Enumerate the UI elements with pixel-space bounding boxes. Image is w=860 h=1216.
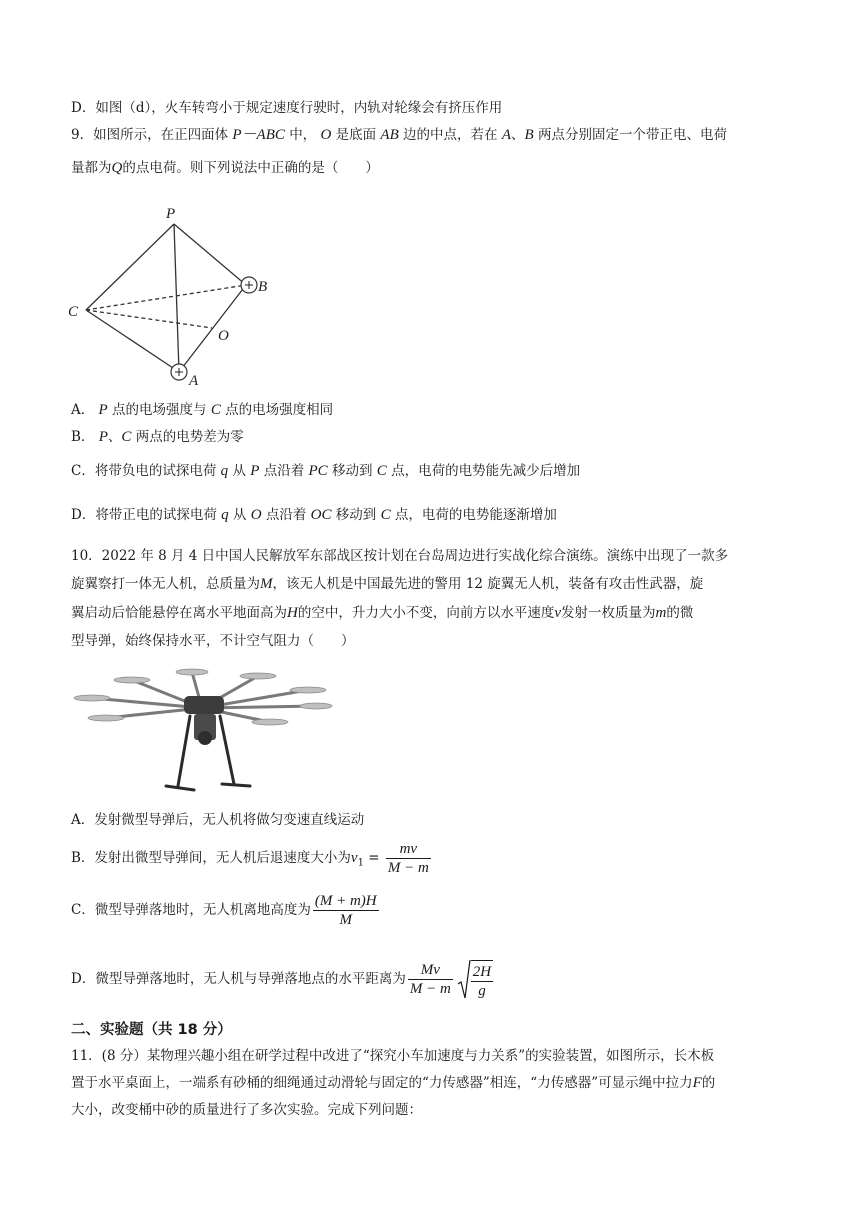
var: O [250, 507, 262, 523]
q8-option-d [71, 98, 502, 118]
tetrahedron-figure [62, 200, 282, 390]
q10-stem-text: ，该无人机是中国最先进的警用 12 旋翼无人机，装备有攻击性武器，旋 [272, 576, 704, 592]
q11-text: 11．(8 分）某物理兴趣小组在研学过程中改进了“探究小车加速度与力关系”的实验装置，如图所示，长木板 [71, 1048, 715, 1064]
charge-a [171, 364, 187, 380]
fraction-numerator: 2H [472, 964, 492, 980]
section-heading-text: 二、实验题（共 18 分） [71, 1022, 232, 1038]
subscript: 1 [357, 857, 364, 869]
q9-stem-text: 是底面 [335, 127, 377, 143]
section-heading [71, 1020, 232, 1040]
q10-stem-text: 的空中，升力大小不变，向前方以水平速度 [297, 605, 555, 621]
radical-sign-icon [457, 958, 471, 1002]
drone-image [70, 660, 335, 800]
q11-text: 置于水平桌面上，一端系有砂桶的细绳通过动滑轮与固定的“力传感器”相连，“力传感器”可显示绳中拉力 [71, 1075, 693, 1091]
var-f: F [692, 1075, 702, 1091]
q9-stem-text: 边的中点，若在 [403, 127, 498, 143]
option-prefix: B． [71, 429, 95, 445]
var-v: v [554, 605, 562, 621]
q8-option-d-text: D．如图（d），火车转弯小于规定速度行驶时，内轨对轮缘会有挤压作用 [71, 100, 503, 116]
var: C [210, 402, 221, 418]
square-root [457, 956, 495, 1004]
q9-stem-text: 两点分别固定一个带正电、电荷 [537, 127, 727, 143]
var: P [98, 429, 108, 445]
option-text: C．微型导弹落地时，无人机离地高度为 [71, 902, 311, 918]
fraction-denominator: g [478, 983, 486, 999]
label-o: O [218, 328, 229, 344]
label-c: C [68, 304, 79, 320]
option-text: 移动到 [331, 463, 373, 479]
option-prefix: A． [71, 402, 95, 418]
q9-stem-text: 的点电荷。则下列说法中正确的是（ ） [122, 160, 379, 176]
label-a: A [189, 373, 199, 389]
q10-stem-line1 [71, 546, 728, 566]
var-h: H [287, 605, 298, 621]
q11-text: 的 [701, 1075, 716, 1091]
q9-var-a: A [501, 127, 512, 143]
fraction-d [408, 961, 453, 998]
q9-option-d [71, 505, 557, 525]
option-prefix: D．将带正电的试探电荷 [71, 507, 217, 523]
fraction-c [313, 892, 379, 929]
var: P [250, 463, 260, 479]
option-text: 点的电场强度相同 [225, 402, 334, 418]
option-text: A．发射微型导弹后，无人机将做匀变速直线运动 [71, 812, 365, 828]
q9-stem-text: 、 [511, 127, 525, 143]
q9-stem-text: 量都为 [71, 160, 112, 176]
var-m: m [655, 605, 667, 621]
q10-stem-text: 旋翼察打一体无人机，总质量为 [71, 576, 260, 592]
edge-ca [86, 310, 179, 372]
q9-stem-text: 9．如图所示，在正四面体 [71, 127, 229, 143]
q9-var-pabc: P－ABC [232, 127, 285, 143]
fraction-b [386, 840, 431, 877]
option-text: 点，电荷的电势能逐渐增加 [394, 507, 557, 523]
q9-var-o: O [320, 127, 332, 143]
fraction-numerator: (M + m)H [314, 893, 377, 909]
edge-pa [174, 224, 179, 372]
edge-ab [179, 285, 246, 372]
option-text: 点沿着 [263, 463, 305, 479]
var: q [221, 507, 229, 523]
option-text: 两点的电势差为零 [135, 429, 244, 445]
option-text: 、 [107, 429, 122, 445]
option-text: 点，电荷的电势能先减少后增加 [391, 463, 581, 479]
q10-stem-text: 翼启动后恰能悬停在离水平地面高为 [71, 605, 287, 621]
q10-stem-line4 [71, 631, 355, 651]
label-b: B [258, 279, 268, 295]
q11-line1 [71, 1046, 714, 1066]
option-text: D．微型导弹落地时，无人机与导弹落地点的水平距离为 [71, 971, 406, 987]
option-text: 移动到 [335, 507, 377, 523]
option-text: 从 [232, 463, 246, 479]
q10-stem-line2 [71, 574, 703, 594]
radicand-fraction [471, 960, 493, 1000]
edge-pc [86, 224, 174, 310]
q9-var-ab: AB [380, 127, 399, 143]
q9-stem-text: 中， [289, 127, 317, 143]
q11-text: 大小，改变桶中砂的质量进行了多次实验。完成下列问题： [71, 1102, 422, 1118]
var: P [98, 402, 108, 418]
q9-option-c [71, 461, 580, 481]
fraction-denominator: M − m [387, 860, 429, 876]
q9-var-q: Q [111, 160, 123, 176]
q10-option-d [71, 955, 495, 1004]
fraction-denominator: M − m [409, 981, 451, 997]
charge-b [241, 277, 257, 293]
q10-option-c [71, 888, 381, 932]
edge-pb [174, 224, 246, 285]
var: PC [308, 463, 328, 479]
q9-option-b [71, 427, 244, 447]
q9-stem-line2 [71, 158, 379, 178]
var-v1: v [350, 850, 358, 866]
q10-stem-text: 发射一枚质量为 [561, 605, 656, 621]
q10-stem-text: 10．2022 年 8 月 4 日中国人民解放军东部战区按计划在台岛周边进行实战化综合演练。演练中出现了一款多 [71, 548, 729, 564]
equals: = [363, 850, 384, 866]
q9-stem-line1 [71, 125, 727, 145]
label-p: P [166, 206, 176, 222]
q11-line2 [71, 1073, 715, 1093]
var: OC [310, 507, 332, 523]
fraction-numerator: Mv [408, 961, 453, 980]
q10-option-a [71, 810, 364, 830]
q10-stem-line3 [71, 603, 693, 623]
q10-option-b [71, 838, 433, 884]
option-text: B．发射出微型导弹间，无人机后退速度大小为 [71, 850, 351, 866]
q11-line3 [71, 1100, 422, 1120]
edge-co-dashed [86, 310, 212, 328]
option-text: 点沿着 [265, 507, 307, 523]
q10-stem-text: 的微 [666, 605, 694, 621]
var-m-total: M [260, 576, 273, 592]
option-prefix: C．将带负电的试探电荷 [71, 463, 217, 479]
var: C [380, 507, 391, 523]
option-text: 从 [232, 507, 247, 523]
var: q [220, 463, 229, 479]
var: C [121, 429, 132, 445]
option-text: 点的电场强度与 [112, 402, 207, 418]
fraction-numerator: mv [386, 840, 431, 859]
var: C [376, 463, 387, 479]
edge-cb-dashed [86, 285, 246, 310]
q9-var-b: B [524, 127, 534, 143]
q10-stem-text: 型导弹，始终保持水平，不计空气阻力（ ） [71, 633, 355, 649]
fraction-denominator: M [339, 912, 352, 928]
q9-option-a [71, 400, 333, 420]
